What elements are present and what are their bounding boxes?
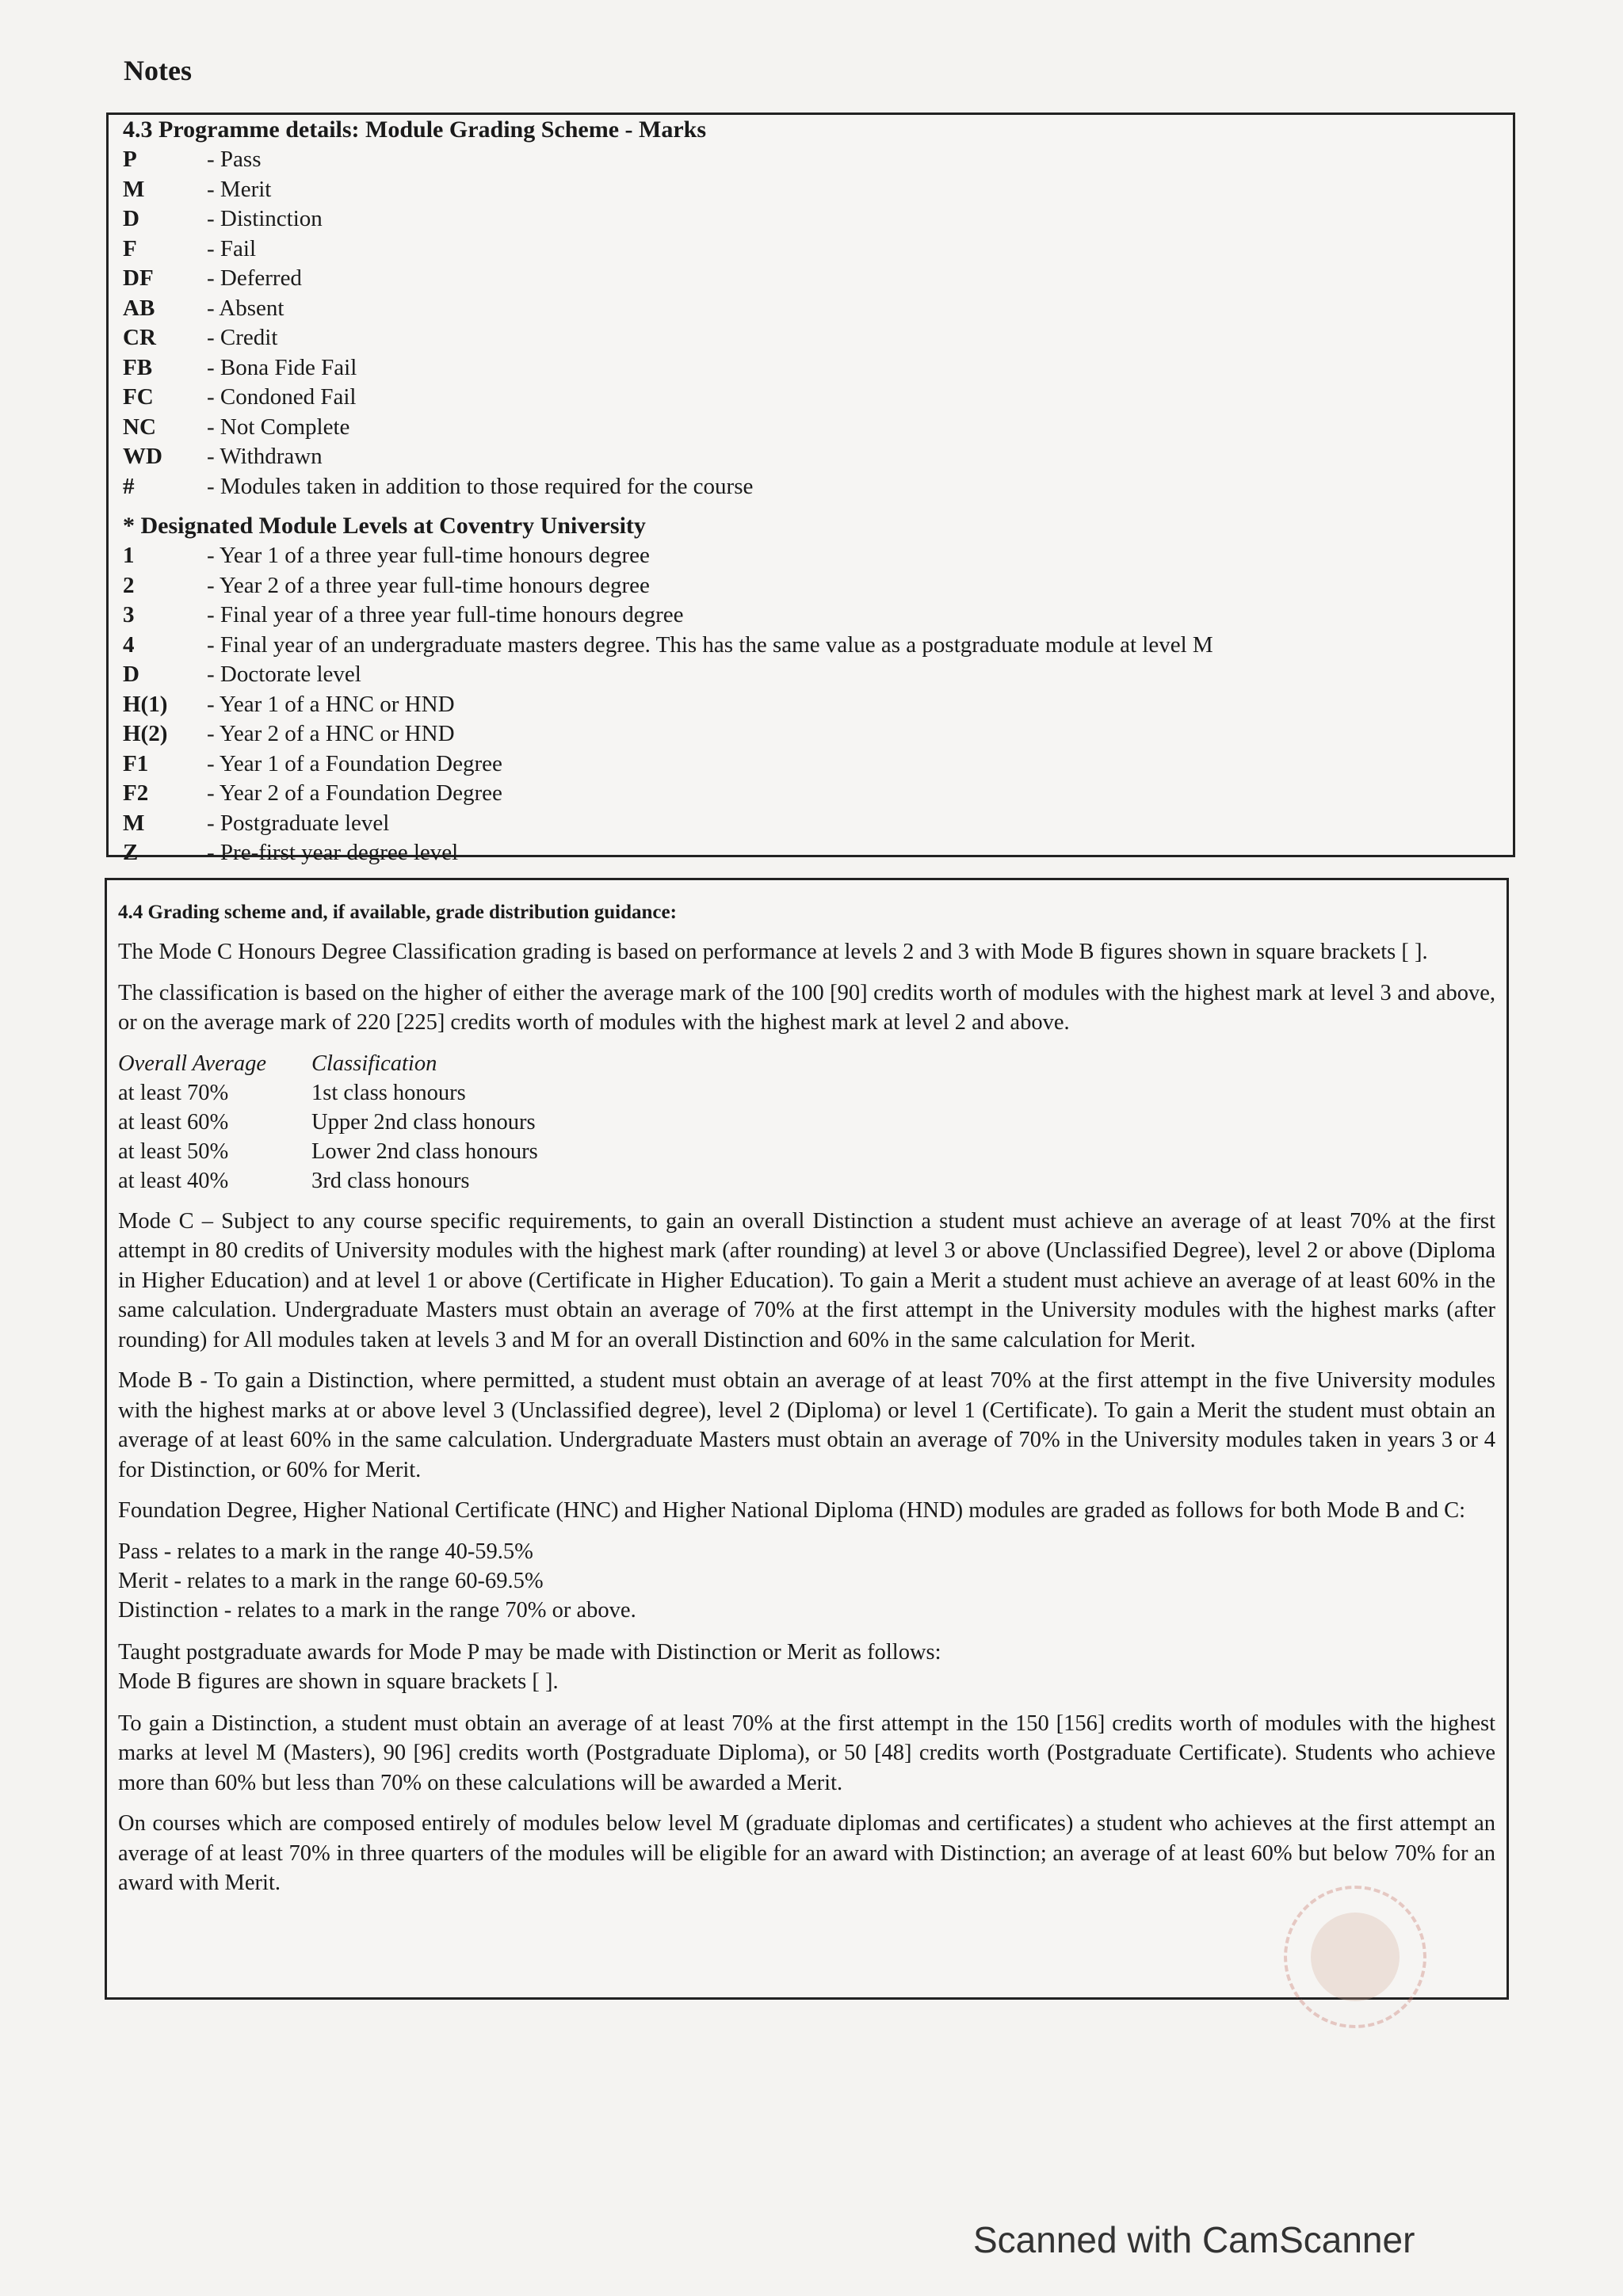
- paragraph-mode-c-distinction: Mode C – Subject to any course specific requirements, to gain an overall Distinction a student must achieve an average of at least 70% at the first attempt in 80 credits of University modules with the highest mark (after rounding) at level 3 or above (Unclassified Degree), level 2 or above (Diploma in Higher Education) and at level 1 or above (Certificate in Higher Education). To gain a Merit a student must achieve an average of at least 60% in the same calculation. Undergraduate Masters must obtain an average of 70% at the first attempt in the University modules with the highest marks (after rounding) for All modules taken at levels 3 and M for an overall Distinction and 60% in the same calculation for Merit.: [118, 1208, 1495, 1352]
- table-cell-average: at least 60%: [118, 1109, 229, 1135]
- grade-codes-list: [123, 145, 1499, 502]
- table-cell-classification: 1st class honours: [311, 1080, 466, 1105]
- grade-code-row-code: NC: [123, 414, 156, 440]
- table-cell-classification: Lower 2nd class honours: [311, 1138, 538, 1164]
- grade-code-row: [123, 175, 1499, 205]
- table-cell-classification: 3rd class honours: [311, 1168, 470, 1193]
- module-level-row: [123, 690, 1499, 720]
- module-level-row-code: 3: [123, 602, 135, 627]
- module-level-row-description: - Final year of an undergraduate masters degree. This has the same value as a postgraduate module at level M: [207, 631, 1213, 658]
- module-level-row: [123, 779, 1499, 809]
- grade-code-row-description: - Credit: [207, 325, 278, 350]
- module-level-row-description: - Postgraduate level: [207, 810, 390, 836]
- grade-code-row-code: AB: [123, 295, 155, 321]
- grade-code-row: [123, 204, 1499, 235]
- grading-guidance-box: [105, 878, 1509, 2000]
- paragraph-foundation-degree: Foundation Degree, Higher National Certificate (HNC) and Higher National Diploma (HND) modules are graded as follows for both Mode B and C:: [118, 1498, 1466, 1523]
- grade-code-row: [123, 294, 1499, 324]
- grade-code-row-description: - Modules taken in addition to those required for the course: [207, 473, 754, 499]
- mark-range-line: Pass - relates to a mark in the range 40-59.5%: [118, 1539, 533, 1564]
- module-level-row-code: M: [123, 810, 145, 836]
- table-cell-average: at least 40%: [118, 1168, 229, 1193]
- module-level-row-code: F2: [123, 780, 149, 806]
- module-level-row-description: - Year 1 of a HNC or HND: [207, 691, 455, 717]
- paragraph-below-level-m: On courses which are composed entirely of modules below level M (graduate diplomas and certificates) a student who achieves at the first attempt an average of at least 70% in three quarters of the modules will be eligible for an award with Distinction; an average of at least 60% but below 70% for an award with Merit.: [118, 1811, 1495, 1895]
- scanner-watermark: Scanned with CamScanner: [973, 2219, 1415, 2260]
- grade-code-row-description: - Pass: [207, 147, 262, 172]
- grade-code-row-description: - Bona Fide Fail: [207, 354, 357, 380]
- mark-ranges-list: [118, 1537, 1495, 1625]
- grade-code-row-code: M: [123, 176, 145, 202]
- module-level-row-description: - Final year of a three year full-time honours degree: [207, 602, 684, 627]
- module-level-row: [123, 601, 1499, 631]
- grade-code-row: [123, 323, 1499, 353]
- postgraduate-intro: [118, 1638, 1495, 1696]
- grading-scheme-box: [106, 113, 1515, 865]
- module-level-row: [123, 571, 1499, 601]
- section-4-3-heading: 4.3 Programme details: Module Grading Scheme - Marks: [123, 116, 707, 143]
- grade-code-row-code: D: [123, 206, 139, 231]
- postgraduate-line-2: Mode B figures are shown in square brackets [ ].: [118, 1669, 559, 1694]
- grade-code-row-description: - Withdrawn: [207, 444, 323, 469]
- module-level-row-description: - Doctorate level: [207, 662, 361, 687]
- module-level-row-description: - Year 2 of a HNC or HND: [207, 721, 455, 746]
- official-stamp: [1284, 1886, 1426, 2028]
- classification-table: [118, 1049, 1495, 1196]
- grade-code-row: [123, 472, 1499, 502]
- module-level-row-code: 2: [123, 572, 135, 598]
- paragraph-mode-c-intro: The Mode C Honours Degree Classification grading is based on performance at levels 2 and 3 with Mode B figures shown in square brackets [ ].: [118, 940, 1428, 964]
- module-level-row-code: H(2): [123, 721, 168, 746]
- paragraph-mode-b-distinction: Mode B - To gain a Distinction, where permitted, a student must obtain an average of at least 70% at the first attempt in the five University modules with the highest marks at or above level 3 (Unclassified degree), level 2 (Diploma) or level 1 (Certificate). To gain a Merit the student must obtain an average of at least 60% in the same calculation. Undergraduate Masters must obtain an average of 70% in the University modules taken in years 3 or 4 for Distinction, or 60% for Merit.: [118, 1368, 1495, 1482]
- grade-code-row-code: FB: [123, 354, 153, 380]
- grade-code-row-code: P: [123, 147, 137, 172]
- grade-code-row-description: - Fail: [207, 235, 257, 261]
- postgraduate-line-1: Taught postgraduate awards for Mode P may be made with Distinction or Merit as follows:: [118, 1639, 941, 1665]
- grade-code-row-description: - Merit: [207, 176, 272, 202]
- module-level-row-code: D: [123, 662, 139, 687]
- grade-code-row: [123, 442, 1499, 472]
- table-cell-average: at least 50%: [118, 1138, 229, 1164]
- module-level-row-description: - Pre-first year degree level: [207, 840, 459, 865]
- module-level-row-description: - Year 1 of a Foundation Degree: [207, 750, 502, 776]
- module-levels-list: [123, 541, 1499, 868]
- module-level-row: [123, 749, 1499, 780]
- grade-code-row-code: #: [123, 473, 135, 499]
- grade-code-row: [123, 413, 1499, 443]
- module-level-row-code: H(1): [123, 691, 168, 717]
- grade-code-row-description: - Condoned Fail: [207, 384, 357, 410]
- module-level-row-code: Z: [123, 840, 139, 865]
- module-level-row: [123, 719, 1499, 749]
- module-level-row-description: - Year 2 of a three year full-time honours degree: [207, 572, 650, 598]
- table-header-classification: Classification: [311, 1051, 437, 1076]
- levels-heading: * Designated Module Levels at Coventry University: [123, 513, 646, 539]
- module-level-row-description: - Year 1 of a three year full-time honours degree: [207, 543, 650, 568]
- module-level-row-description: - Year 2 of a Foundation Degree: [207, 780, 502, 806]
- table-header-overall-average: Overall Average: [118, 1051, 267, 1076]
- module-level-row: [123, 541, 1499, 571]
- table-cell-average: at least 70%: [118, 1080, 229, 1105]
- paragraph-postgraduate-distinction: To gain a Distinction, a student must obtain an average of at least 70% at the first attempt in the 150 [156] credits worth of modules with the highest marks at level M (Masters), 90 [96] credits worth (Postgraduate Diploma), or 50 [48] credits worth (Postgraduate Certificate). Students who achieve more than 60% but less than 70% on these calculations will be awarded a Merit.: [118, 1711, 1495, 1795]
- module-level-row-code: F1: [123, 750, 149, 776]
- module-level-row: [123, 631, 1499, 661]
- module-level-row: [123, 660, 1499, 690]
- mark-range-line: Distinction - relates to a mark in the range 70% or above.: [118, 1597, 636, 1623]
- grade-code-row-code: FC: [123, 384, 154, 410]
- table-cell-classification: Upper 2nd class honours: [311, 1109, 536, 1135]
- module-level-row: [123, 809, 1499, 839]
- grade-code-row-code: WD: [123, 444, 162, 469]
- page-title: Notes: [124, 55, 192, 86]
- grade-code-row-description: - Absent: [207, 295, 285, 321]
- paragraph-classification-basis: The classification is based on the higher of either the average mark of the 100 [90] credits worth of modules with the highest mark at level 3 and above, or on the average mark of 220 [225] credits worth of modules with the highest mark at level 2 and above.: [118, 980, 1495, 1035]
- section-4-4-heading: 4.4 Grading scheme and, if available, grade distribution guidance:: [118, 902, 677, 923]
- grade-code-row: [123, 353, 1499, 383]
- grade-code-row-description: - Distinction: [207, 206, 323, 231]
- grade-code-row: [123, 145, 1499, 175]
- grade-code-row-code: F: [123, 235, 137, 261]
- module-level-row-code: 4: [123, 631, 135, 658]
- module-level-row: [123, 838, 1499, 868]
- grade-code-row-description: - Not Complete: [207, 414, 350, 440]
- grade-code-row-code: DF: [123, 265, 154, 291]
- grade-code-row-description: - Deferred: [207, 265, 302, 291]
- mark-range-line: Merit - relates to a mark in the range 60-69.5%: [118, 1568, 544, 1593]
- grade-code-row: [123, 264, 1499, 294]
- grade-code-row: [123, 383, 1499, 413]
- module-level-row-code: 1: [123, 543, 135, 568]
- grade-code-row: [123, 235, 1499, 265]
- grade-code-row-code: CR: [123, 325, 156, 350]
